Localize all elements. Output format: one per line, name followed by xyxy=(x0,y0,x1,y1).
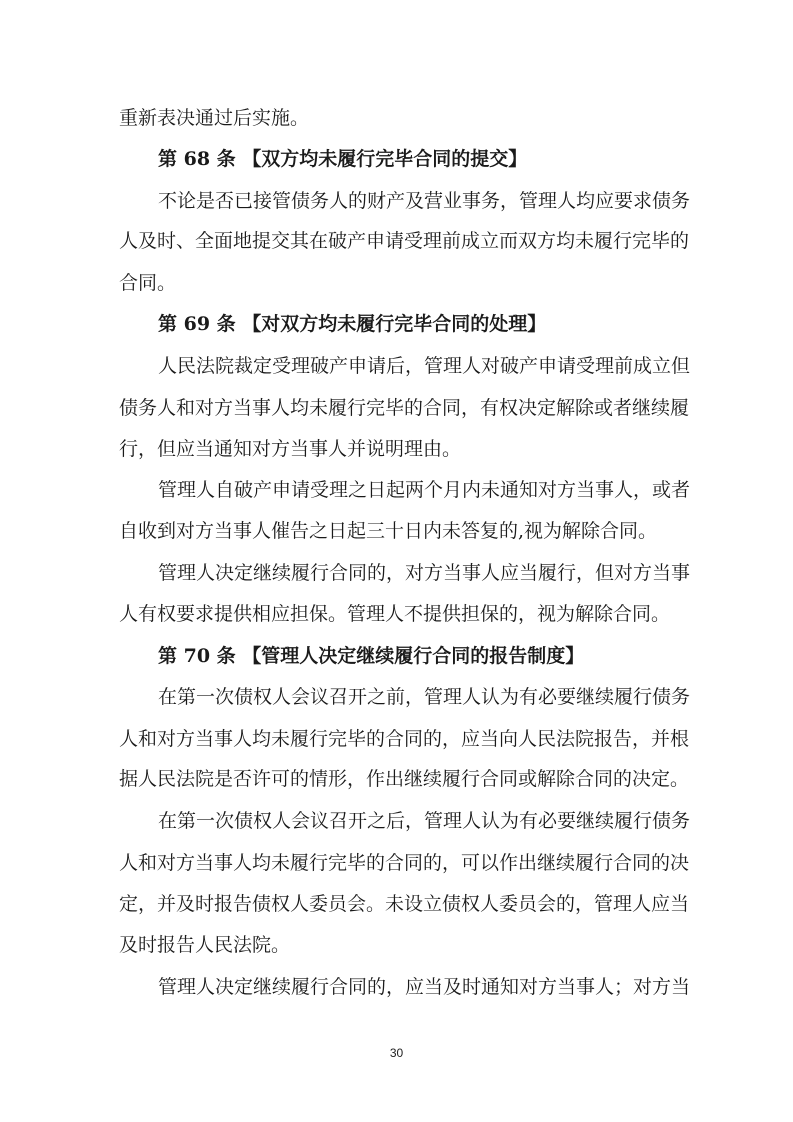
text-line: 不论是否已接管债务人的财产及营业事务，管理人均应要求债务 xyxy=(158,190,691,212)
text-line: 及时报告人民法院。 xyxy=(119,934,291,956)
text-line: 据人民法院是否许可的情形，作出继续履行合同或解除合同的决定。 xyxy=(119,768,690,790)
page-number: 30 xyxy=(389,1046,404,1060)
text-line: 自收到对方当事人催告之日起三十日内未答复的,视为解除合同。 xyxy=(119,520,658,542)
text-line: 重新表决通过后实施。 xyxy=(119,107,310,129)
article-68-heading: 第 68 条 【双方均未履行完毕合同的提交】 xyxy=(158,148,528,170)
text-line: 人有权要求提供相应担保。管理人不提供担保的，视为解除合同。 xyxy=(119,603,671,625)
text-line: 在第一次债权人会议召开之后，管理人认为有必要继续履行债务 xyxy=(158,810,691,832)
text-line: 合同。 xyxy=(119,272,177,294)
text-line: 人民法院裁定受理破产申请后，管理人对破产申请受理前成立但 xyxy=(158,355,691,377)
article-70-heading: 第 70 条 【管理人决定继续履行合同的报告制度】 xyxy=(158,645,585,667)
text-line: 管理人自破产申请受理之日起两个月内未通知对方当事人，或者 xyxy=(158,479,691,501)
text-line: 在第一次债权人会议召开之前，管理人认为有必要继续履行债务 xyxy=(158,686,691,708)
text-line: 人及时、全面地提交其在破产申请受理前成立而双方均未履行完毕的 xyxy=(119,230,690,252)
text-line: 管理人决定继续履行合同的，对方当事人应当履行，但对方当事 xyxy=(158,562,691,584)
article-69-heading: 第 69 条 【对双方均未履行完毕合同的处理】 xyxy=(158,313,547,335)
text-line: 债务人和对方当事人均未履行完毕的合同，有权决定解除或者继续履 xyxy=(119,397,690,419)
text-line: 人和对方当事人均未履行完毕的合同的，应当向人民法院报告，并根 xyxy=(119,728,690,750)
text-line: 定，并及时报告债权人委员会。未设立债权人委员会的，管理人应当 xyxy=(119,893,690,915)
text-line: 行，但应当通知对方当事人并说明理由。 xyxy=(119,438,462,460)
text-line: 管理人决定继续履行合同的，应当及时通知对方当事人；对方当 xyxy=(158,976,691,998)
text-line: 人和对方当事人均未履行完毕的合同的，可以作出继续履行合同的决 xyxy=(119,852,690,874)
